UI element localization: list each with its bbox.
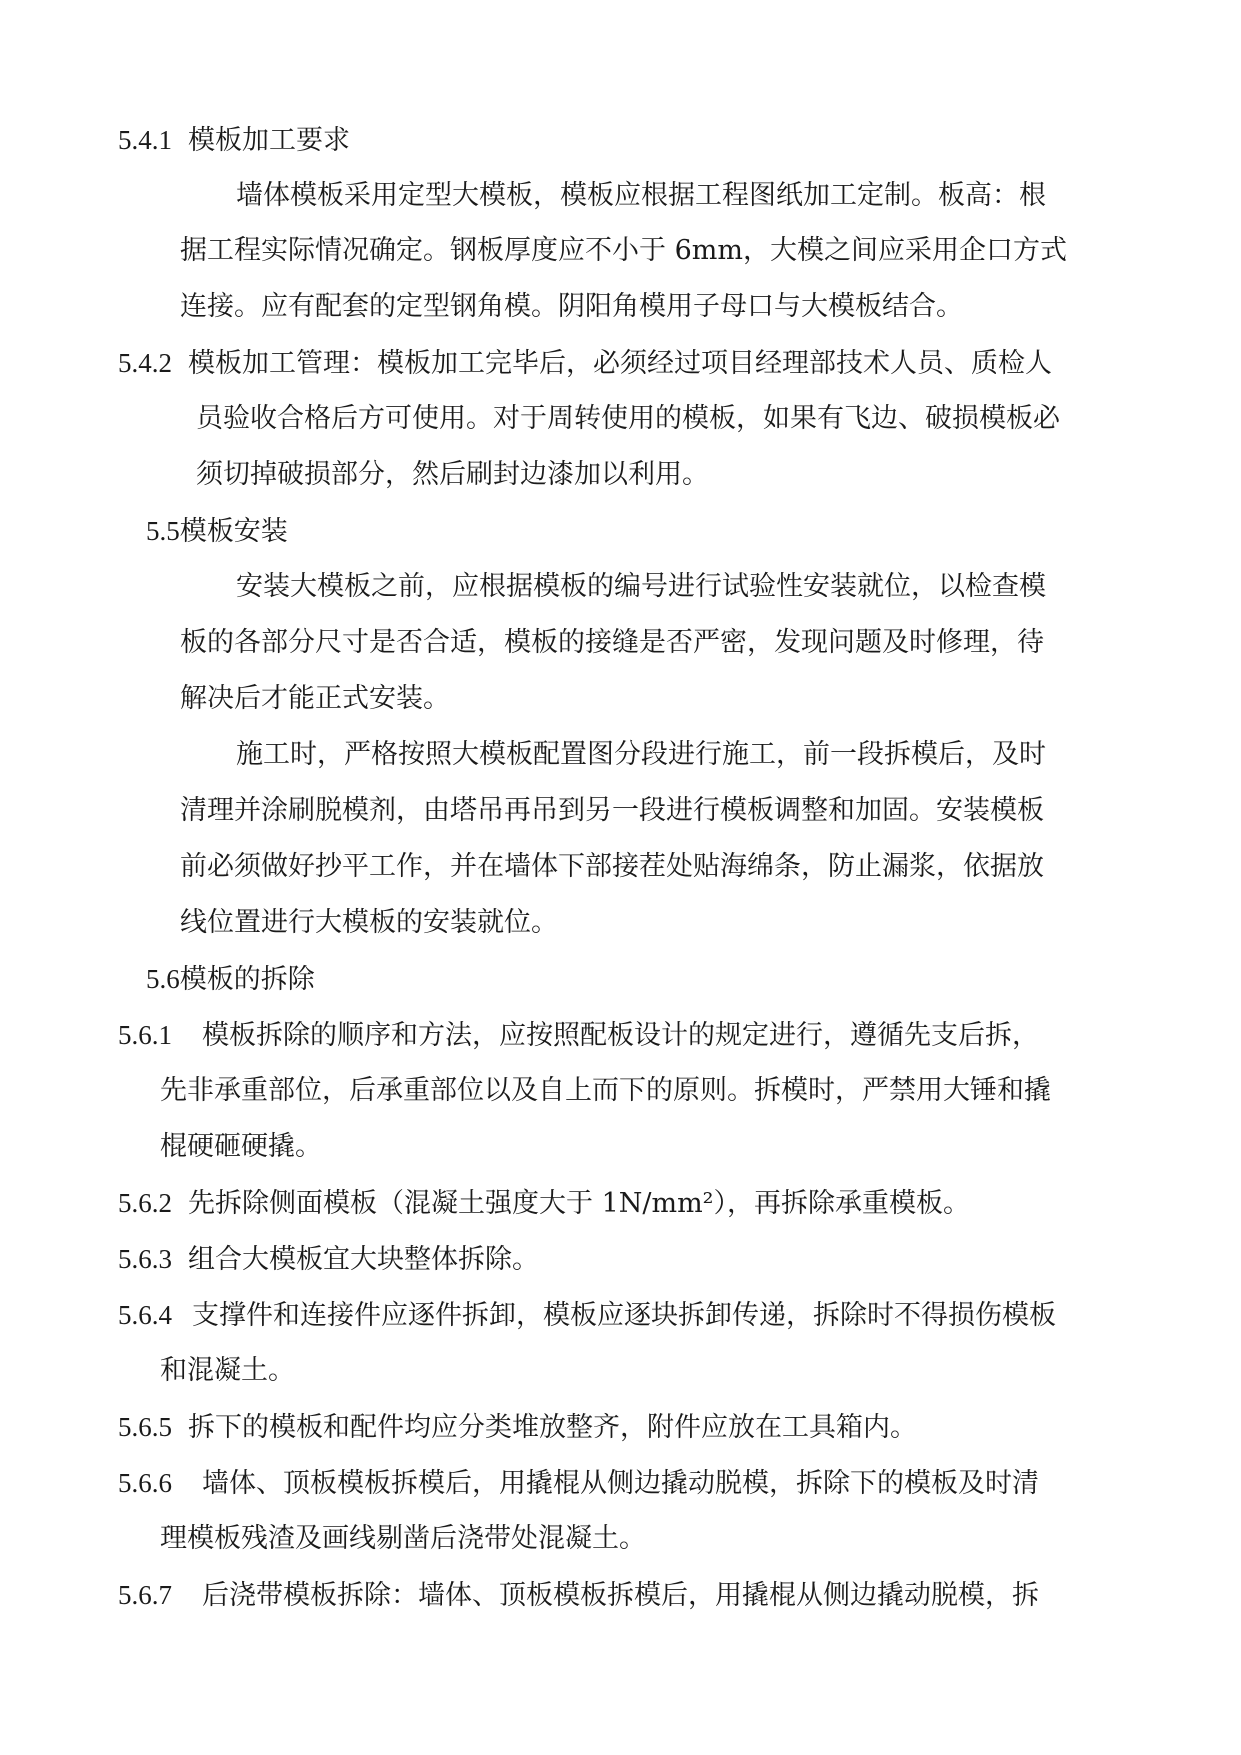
item-text: 组合大模板宜大块整体拆除。	[188, 1244, 539, 1275]
heading-5-6	[146, 961, 315, 997]
heading-5-4-1	[118, 122, 350, 158]
paragraph-line: 施工时，严格按照大模板配置图分段进行施工，前一段拆模后，及时	[236, 739, 1046, 770]
section-number: 5.6.2	[118, 1188, 172, 1218]
paragraph-line: 墙体模板采用定型大模板，模板应根据工程图纸加工定制。板高：根	[236, 180, 1046, 211]
item-text: 模板加工管理：模板加工完毕后，必须经过项目经理部技术人员、质检人	[188, 348, 1052, 379]
heading-5-5	[146, 513, 288, 549]
paragraph-line: 解决后才能正式安装。	[180, 683, 450, 714]
item-5-6-2	[118, 1185, 970, 1221]
item-5-6-6	[118, 1465, 1039, 1501]
paragraph-line: 员验收合格后方可使用。对于周转使用的模板，如果有飞边、破损模板必	[196, 403, 1060, 434]
section-number: 5.6.6	[118, 1468, 172, 1498]
section-number: 5.6.1	[118, 1020, 172, 1050]
paragraph-line: 先非承重部位，后承重部位以及自上而下的原则。拆模时，严禁用大锤和撬	[160, 1075, 1051, 1106]
item-text: 模板拆除的顺序和方法，应按照配板设计的规定进行，遵循先支后拆，	[202, 1020, 1039, 1051]
section-number: 5.6.7	[118, 1580, 172, 1610]
section-title: 模板加工要求	[188, 125, 350, 156]
section-number: 5.6.3	[118, 1244, 172, 1274]
paragraph-line: 清理并涂刷脱模剂，由塔吊再吊到另一段进行模板调整和加固。安装模板	[180, 795, 1044, 826]
item-5-6-5	[118, 1409, 917, 1445]
paragraph-line: 棍硬砸硬撬。	[160, 1131, 322, 1162]
item-5-6-3	[118, 1241, 539, 1277]
item-text: 先拆除侧面模板（混凝土强度大于 1N/mm²），再拆除承重模板。	[188, 1188, 971, 1219]
paragraph-line: 理模板残渣及画线剔凿后浇带处混凝土。	[160, 1523, 646, 1554]
paragraph-line: 和混凝土。	[160, 1355, 295, 1386]
paragraph-line: 前必须做好抄平工作，并在墙体下部接茬处贴海绵条，防止漏浆，依据放	[180, 851, 1044, 882]
section-number: 5.6.5	[118, 1412, 172, 1442]
item-5-4-2	[118, 345, 1052, 381]
item-text: 后浇带模板拆除：墙体、顶板模板拆模后，用撬棍从侧边撬动脱模，拆	[202, 1580, 1039, 1611]
section-number: 5.6.4	[118, 1300, 172, 1330]
section-title: 模板的拆除	[179, 964, 315, 995]
section-number: 5.6	[146, 964, 180, 994]
paragraph-line: 线位置进行大模板的安装就位。	[180, 907, 558, 938]
section-number: 5.4.1	[118, 125, 172, 155]
item-text: 拆下的模板和配件均应分类堆放整齐，附件应放在工具箱内。	[188, 1412, 917, 1443]
paragraph-line: 据工程实际情况确定。钢板厚度应不小于 6mm，大模之间应采用企口方式	[180, 235, 1067, 266]
paragraph-line: 连接。应有配套的定型钢角模。阴阳角模用子母口与大模板结合。	[180, 291, 963, 322]
item-text: 墙体、顶板模板拆模后，用撬棍从侧边撬动脱模，拆除下的模板及时清	[202, 1468, 1039, 1499]
paragraph-line: 安装大模板之前，应根据模板的编号进行试验性安装就位，以检查模	[236, 571, 1046, 602]
paragraph-line: 板的各部分尺寸是否合适，模板的接缝是否严密，发现问题及时修理，待	[180, 627, 1044, 658]
section-number: 5.5	[146, 516, 180, 546]
section-title: 模板安装	[179, 516, 288, 547]
item-5-6-1	[118, 1017, 1039, 1053]
item-5-6-4	[118, 1297, 1056, 1333]
item-5-6-7	[118, 1577, 1039, 1613]
paragraph-line: 须切掉破损部分，然后刷封边漆加以利用。	[196, 459, 709, 490]
item-text: 支撑件和连接件应逐件拆卸，模板应逐块拆卸传递，拆除时不得损伤模板	[192, 1300, 1056, 1331]
section-number: 5.4.2	[118, 348, 172, 378]
